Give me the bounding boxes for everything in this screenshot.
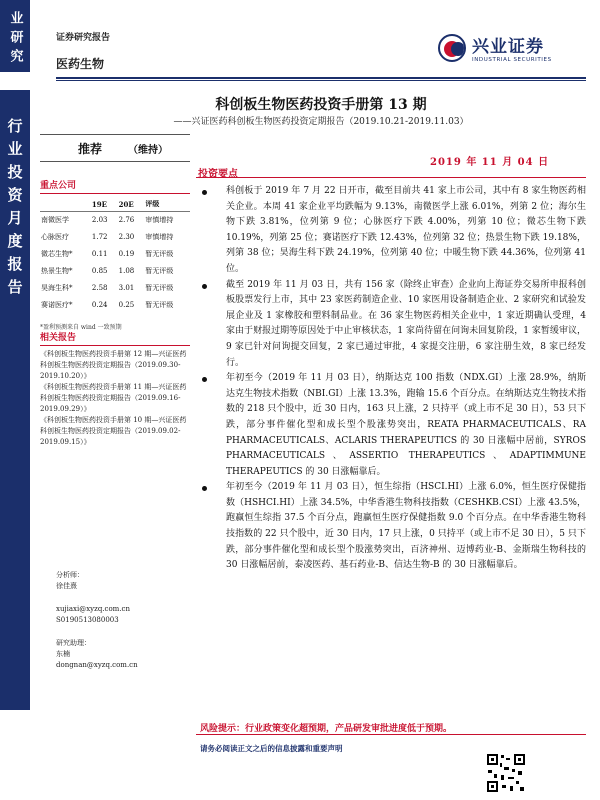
related-report-link[interactable]: 《科创板生物医药投资手册第 11 期—兴证医药科创板生物医药投资定期报告（2019.09.16-2019.09.29）》: [40, 383, 187, 413]
company-logo: [438, 32, 552, 63]
bullet-icon: [202, 377, 207, 382]
bullet-icon: [202, 284, 207, 289]
bullet-text: 年初至今（2019 年 11 月 03 日），恒生综指（HSCI.HI）上涨 6.0%，恒生医疗保健指数（HSHCI.HI）上涨 34.5%，中华香港生物科技指数（CESHKB.CSI）上涨 43.5%，跑赢恒生综指 37.5 个百分点，跑赢恒生医疗保健指数 9.0 个百分点。在中华香港生物科技指数的 22 只个股中，近 30 日内，17 只上涨，0 只持平（或上市不足 30 日），5 只下跌，部分事件催化型和成长型个股涨势突出，百济神州、迈博药业-B、金斯瑞生物科技的 30 日涨幅居前，泰凌医药、基石药业-B、信达生物-B 的 30 日涨幅靠后。: [226, 482, 586, 571]
bullet-text: 截至 2019 年 11 月 03 日，共有 156 家（除终止审查）企业向上海证券交易所申报科创板股票发行上市，其中 23 家医药制造企业、10 家医用设备制造企业、2 家研究和试验发展企业及 1 家橡胶和塑料制品业。在 36 家生物医药相关企业中，1 家近期确认受理，4 家由于财报过期等原因处于中止审核状态，1 家尚待留在问询未回复阶段，1 家暂缓审议，9 家已针对问询提交回复，2 家已通过审批，4 家提交注册，6 家注册生效，8 家已经发行。: [226, 279, 586, 368]
qr-code-icon: [486, 753, 526, 793]
company-name: 南微医学: [41, 216, 69, 225]
eps-20e: 3.01: [118, 284, 135, 292]
company-name: 微芯生物*: [41, 250, 73, 258]
analyst-label: 分析师：: [56, 571, 84, 579]
company-name: 赛诺医疗*: [41, 301, 73, 309]
eps-19e: 0.24: [91, 301, 108, 309]
bullet-text: 年初至今（2019 年 11 月 03 日），纳斯达克 100 指数（NDX.GI）上涨 28.9%，纳斯达克生物技术指数（NBI.GI）上涨 13.3%，跑输 15.6 个百分点。在纳斯达克生物技术指数的 218 只个股中，近 30 日内，163 只上涨，2 只持平（或上市不足 30 日），53 只下跌，部分事件催化型和成长型个股涨势突出，REATA PHARMACEUTICALS、RA PHARMACEUTICALS、ACLARIS THERAPEUTICS 的 30 日涨幅中居前，SYROS PHARMACEUTICALS、ASSERTIO THERAPEUTICS、ADAPTIMMUNE THERAPEUTICS 的 30 日涨幅靠后。: [226, 373, 586, 477]
risk-warning: 风险提示：行业政策变化超预期，产品研发审批进度低于预期。: [200, 724, 453, 734]
eps-20e: 0.25: [118, 301, 135, 309]
list-item: [210, 480, 586, 574]
logo-name-cn: 兴业证券: [472, 37, 544, 57]
list-item: [210, 371, 586, 480]
analyst-name: 徐佳熹: [56, 582, 77, 590]
list-item: [210, 184, 586, 278]
table-row: [40, 246, 190, 263]
analyst-info: [56, 570, 196, 671]
key-companies-heading: 重点公司: [40, 178, 190, 194]
table-row: [40, 297, 190, 314]
company-name: 心脉医疗: [41, 233, 69, 241]
eps-20e: 2.30: [118, 233, 135, 241]
analyst-certificate: S0190513080003: [56, 616, 119, 624]
eps-20e: 0.19: [118, 250, 135, 258]
assistant-name: 东楠: [56, 650, 70, 658]
key-points-heading: 投资要点: [198, 169, 238, 180]
table-row: [40, 280, 190, 297]
bullet-text: 科创板于 2019 年 7 月 22 日开市，截至目前共 41 家上市公司，其中有 8 家生物医药相关企业。本周 41 家企业平均跌幅为 9.13%，南微医学上涨 6.01%，列第 2 位；海尔生物下跌 3.81%，位列第 9 位；心脉医疗下跌 4.00%，列第 10 位；微芯生物下跌 10.19%，列第 25 位；赛诺医疗下跌 12.43%，位列第 32 位；热景生物下跌 19.18%，列第 38 位；昊海生科下跌 24.19%，位列第 40 位；中暖生物下跌 44.36%，位列第 41 位。: [226, 186, 586, 274]
company-rating: 审慎增持: [145, 233, 174, 241]
eps-19e: 2.58: [91, 284, 108, 292]
report-date: 2019 年 11 月 04 日: [430, 157, 550, 168]
risk-divider: [196, 734, 586, 735]
eps-20e: 2.76: [118, 216, 135, 225]
logo-mark-icon: [438, 34, 466, 62]
table-row: [40, 263, 190, 280]
forecast-note: *盈利预测来自 wind 一致预期: [40, 323, 122, 331]
company-name: 热景生物*: [41, 267, 73, 275]
eps-19e: 0.85: [91, 267, 108, 275]
eps-19e: 2.03: [91, 216, 108, 225]
table-row: [40, 229, 190, 246]
list-item: [210, 278, 586, 372]
sidebar-band-top: 业研究: [0, 0, 30, 72]
table-header: [40, 197, 91, 212]
header-divider-thin: [56, 80, 586, 81]
table-header: 20E: [118, 197, 145, 212]
page-title: 科创板生物医药投资手册第 13 期: [215, 97, 427, 113]
eps-19e: 0.11: [91, 250, 108, 258]
vertical-report-label: 行业投资月度报告: [5, 118, 24, 302]
sidebar-band: [0, 90, 30, 710]
rating-box: [40, 134, 190, 162]
disclaimer-footer: 请务必阅读正文之后的信息披露和重要声明: [200, 744, 343, 753]
eps-19e: 1.72: [91, 233, 108, 241]
company-rating: 暂无评级: [145, 284, 174, 292]
logo-name-en: INDUSTRIAL SECURITIES: [472, 57, 552, 63]
key-points-list: [210, 184, 586, 574]
related-reports-section: [40, 330, 190, 448]
eps-20e: 1.08: [118, 267, 135, 275]
header-divider: [56, 77, 586, 79]
related-reports-heading: 相关报告: [40, 330, 190, 346]
table-header: 19E: [91, 197, 118, 212]
key-points-divider: [196, 177, 586, 178]
sector-name: 医药生物: [56, 57, 105, 71]
rating-label: 推荐: [78, 141, 103, 156]
key-companies-section: [40, 178, 190, 331]
rating-action: （维持）: [128, 144, 169, 156]
page-subtitle: ——兴证医药科创板生物医药投资定期报告（2019.10.21-2019.11.03）: [173, 117, 469, 127]
bullet-icon: [202, 486, 207, 491]
report-type: 证券研究报告: [56, 33, 111, 43]
company-name: 昊海生科*: [41, 284, 73, 292]
bullet-icon: [202, 190, 207, 195]
assistant-label: 研究助理：: [56, 639, 91, 647]
company-rating: 审慎增持: [145, 216, 174, 225]
company-rating: 暂无评级: [145, 267, 174, 275]
table-header: 评级: [144, 197, 190, 212]
table-row: [40, 212, 190, 229]
assistant-email[interactable]: dongnan@xyzq.com.cn: [56, 661, 138, 669]
related-report-link[interactable]: 《科创板生物医药投资手册第 12 期—兴证医药科创板生物医药投资定期报告（2019.09.30-2019.10.20）》: [40, 350, 187, 380]
key-companies-table: [40, 197, 190, 314]
related-report-link[interactable]: 《科创板生物医药投资手册第 10 期—兴证医药科创板生物医药投资定期报告（2019.09.02-2019.09.15）》: [40, 416, 187, 446]
company-rating: 暂无评级: [145, 301, 174, 309]
analyst-email[interactable]: xujiaxi@xyzq.com.cn: [56, 605, 130, 613]
company-rating: 暂无评级: [145, 250, 174, 258]
